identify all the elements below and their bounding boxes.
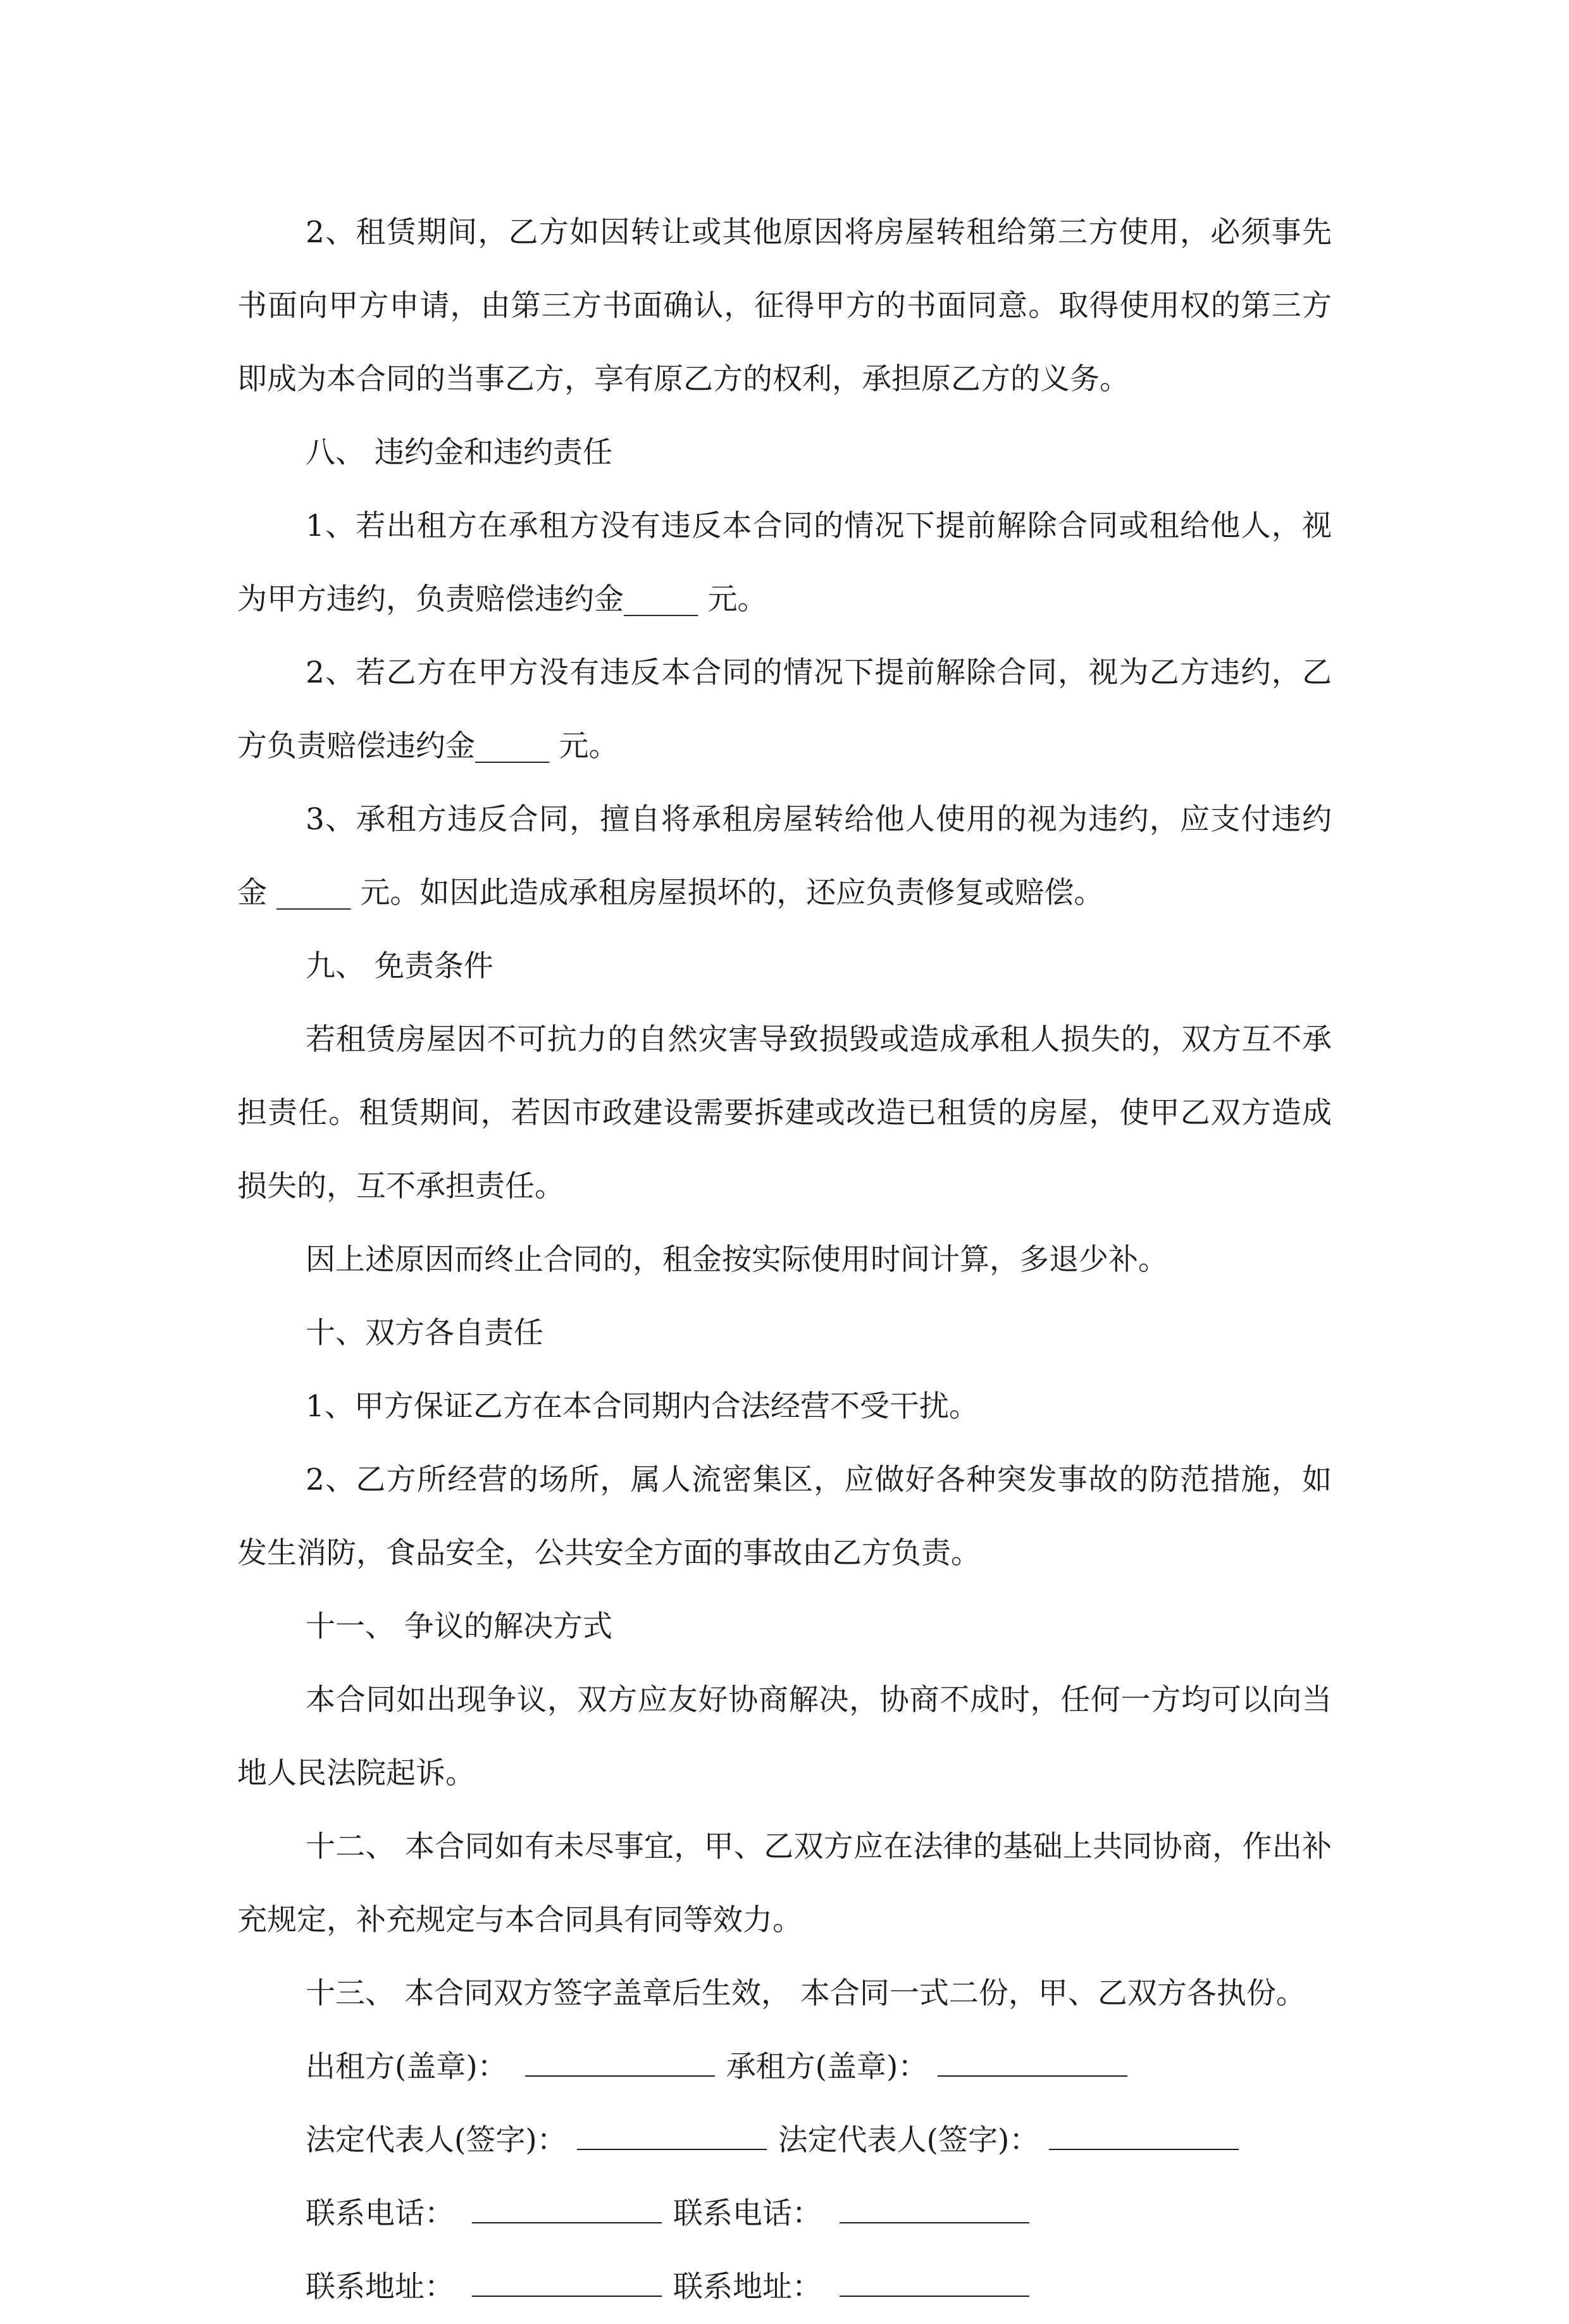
lessee-rep-blank — [1049, 2126, 1239, 2150]
signature-row-phone — [237, 2177, 1332, 2251]
section-9-heading: 九、 免责条件 — [306, 949, 493, 984]
section-12: 十二、 本合同如有未尽事宜，甲、乙双方应在法律的基础上共同协商，作出补充规定，补充规定与本合同具有同等效力。 — [237, 1829, 1332, 1938]
lessor-address-label: 联系地址： — [306, 2270, 454, 2304]
signature-row-address — [237, 2251, 1332, 2324]
clause-9-1: 若租赁房屋因不可抗力的自然灾害导致损毁或造成承租人损失的，双方互不承担责任。租赁期间，若因市政建设需要拆建或改造已租赁的房屋，使甲乙双方造成损失的，互不承担责任。 — [237, 1022, 1332, 1204]
clause-10-2: 2、乙方所经营的场所，属人流密集区，应做好各种突发事故的防范措施，如发生消防，食品安全，公共安全方面的事故由乙方负责。 — [237, 1462, 1332, 1571]
section-10-heading: 十、双方各自责任 — [306, 1316, 543, 1351]
clause-8-3: 3、承租方违反合同，擅自将承租房屋转给他人使用的视为违约，应支付违约金 _____ 元。如因此造成承租房屋损坏的，还应负责修复或赔偿。 — [237, 802, 1332, 910]
lessee-seal-blank — [938, 2053, 1127, 2077]
lessor-seal-blank — [525, 2053, 715, 2077]
section-8-heading: 八、 违约金和违约责任 — [306, 435, 612, 470]
clause-11-1: 本合同如出现争议，双方应友好协商解决，协商不成时，任何一方均可以向当地人民法院起诉。 — [237, 1683, 1332, 1791]
lessee-address-blank — [840, 2273, 1029, 2297]
clause-9-2: 因上述原因而终止合同的，租金按实际使用时间计算，多退少补。 — [306, 1242, 1168, 1277]
section-13: 十三、 本合同双方签字盖章后生效， 本合同一式二份，甲、乙双方各执份。 — [306, 1976, 1306, 2011]
lessor-address-blank — [472, 2273, 662, 2297]
lessor-phone-blank — [472, 2199, 662, 2223]
lessee-phone-label: 联系电话： — [673, 2196, 822, 2231]
clause-10-1: 1、甲方保证乙方在本合同期内合法经营不受干扰。 — [306, 1389, 979, 1424]
lessee-seal-label: 承租方(盖章)： — [726, 2049, 928, 2084]
lessor-seal-label: 出租方(盖章)： — [306, 2049, 507, 2084]
lessor-phone-label: 联系电话： — [306, 2196, 454, 2231]
lessor-rep-blank — [577, 2126, 767, 2150]
contract-page — [237, 196, 1332, 2324]
clause-8-2: 2、若乙方在甲方没有违反本合同的情况下提前解除合同，视为乙方违约，乙方负责赔偿违约金_____ 元。 — [237, 655, 1332, 763]
lessor-rep-label: 法定代表人(签字)： — [306, 2123, 567, 2158]
lessee-rep-label: 法定代表人(签字)： — [778, 2123, 1039, 2158]
signature-row-seal — [237, 2030, 1332, 2104]
clause-8-1: 1、若出租方在承租方没有违反本合同的情况下提前解除合同或租给他人，视为甲方违约，负责赔偿违约金_____ 元。 — [237, 509, 1332, 617]
clause-7-2: 2、租赁期间，乙方如因转让或其他原因将房屋转租给第三方使用，必须事先书面向甲方申请，由第三方书面确认，征得甲方的书面同意。取得使用权的第三方即成为本合同的当事乙方，享有原乙方的权利，承担原乙方的义务。 — [237, 215, 1332, 397]
lessee-phone-blank — [840, 2199, 1029, 2223]
signature-row-representative — [237, 2104, 1332, 2177]
lessee-address-label: 联系地址： — [673, 2270, 822, 2304]
section-11-heading: 十一、 争议的解决方式 — [306, 1609, 612, 1644]
